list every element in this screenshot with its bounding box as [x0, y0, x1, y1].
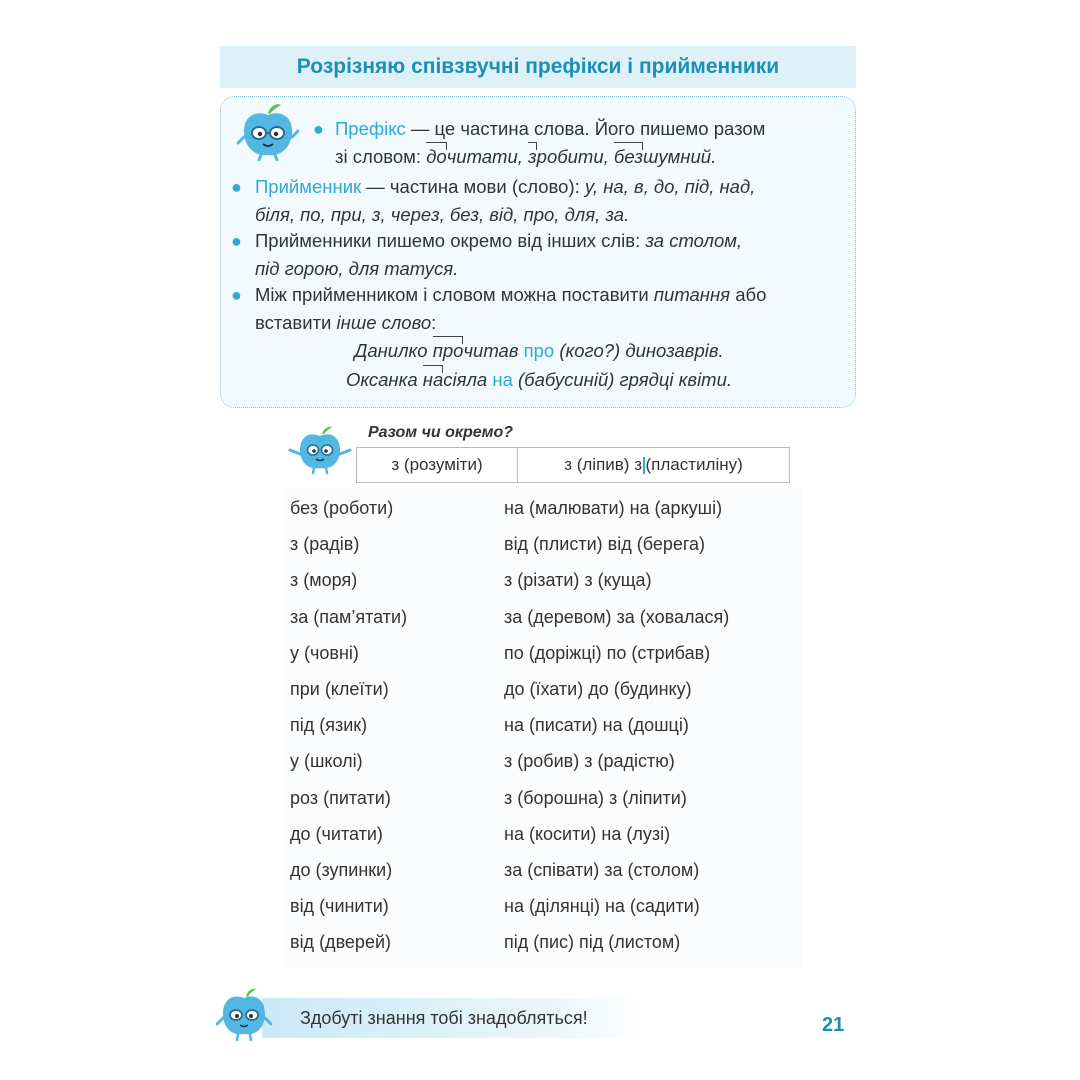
word-item: з (моря) [290, 570, 358, 591]
sample-box [356, 447, 790, 483]
rule-2-line-2: біля, по, при, з, через, без, від, про, для, за. [255, 204, 630, 225]
rule-1-line2-text: зі словом: [335, 146, 427, 167]
footer-text: Здобуті знання тобі знадобляться! [300, 1007, 588, 1028]
separator-mark [643, 457, 645, 474]
apple-mascot-icon [216, 988, 272, 1042]
rule-4-line-1 [255, 281, 766, 308]
preposition-highlight: на [492, 369, 513, 390]
apple-mascot-icon [286, 426, 354, 474]
rule-2-text: — частина мови (слово): [361, 176, 585, 197]
sample-cell-1: з (розуміти) [357, 448, 518, 482]
rule-1-line-1 [335, 115, 765, 142]
example-text: (бабусиній) грядці квіти. [512, 369, 733, 390]
rule-4-italic: інше слово [336, 312, 432, 333]
left-word-column [290, 490, 407, 960]
preposition-highlight: про [523, 340, 555, 361]
word-item: у (школі) [290, 751, 363, 772]
word-item: за (деревом) за (ховалася) [504, 606, 730, 627]
prefix-mark: з [528, 143, 537, 170]
example-word: читати, [446, 146, 529, 167]
section-title [220, 46, 856, 88]
example-sentence-1 [221, 337, 857, 365]
rule-1-line-2 [335, 143, 716, 170]
word-item: за (співати) за (столом) [504, 859, 700, 880]
sample-text: з (ліпив) з [564, 455, 642, 474]
rule-4-text: Між прийменником і словом можна поставити [255, 284, 654, 305]
section-title-text: Розрізняю співзвучні префікси і прийменники [296, 55, 780, 78]
bullet-icon: ● [313, 119, 324, 139]
word-item: на (малювати) на (аркуші) [504, 498, 723, 518]
example-text: сіяла [443, 369, 493, 390]
sample-text: (пластиліну) [645, 455, 743, 474]
word-item: з (радів) [290, 534, 360, 555]
apple-mascot-icon [237, 103, 299, 161]
bullet-icon: ● [231, 177, 242, 197]
word-item: до (зупинки) [290, 859, 393, 880]
example-word: робити, [536, 146, 614, 167]
bullet-icon: ● [231, 231, 242, 251]
example-word: шумний. [643, 146, 717, 167]
right-word-column [504, 490, 729, 960]
word-item: з (різати) з (куща) [504, 570, 652, 591]
example-sentence-2 [221, 366, 857, 394]
word-item: на (писати) на (дошці) [504, 715, 689, 736]
word-item: під (пис) під (листом) [504, 932, 681, 953]
prefix-mark: до [426, 143, 447, 170]
rule-1-text: — це частина слова. Його пишемо разом [405, 118, 766, 139]
word-item: роз (питати) [290, 787, 391, 808]
word-item: під (язик) [290, 715, 368, 736]
rule-1-term: Префікс [335, 118, 406, 139]
word-item: без (роботи) [290, 498, 394, 518]
word-item: до (читати) [290, 823, 383, 844]
sample-cell-2 [518, 448, 789, 482]
example-text: читав [463, 340, 524, 361]
prefix-mark: без [614, 143, 643, 170]
rule-3-line-1 [255, 227, 742, 254]
rule-4-line-2 [255, 309, 436, 336]
rule-2-term: Прийменник [255, 176, 362, 197]
rule-box [220, 96, 856, 408]
word-item: до (їхати) до (будинку) [504, 678, 692, 699]
rule-2-list: у, на, в, до, під, над, [584, 176, 756, 197]
word-item: на (ділянці) на (садити) [504, 896, 700, 917]
footer-bar [262, 998, 642, 1038]
word-item: на (косити) на (лузі) [504, 823, 671, 844]
rule-4-text: вставити [255, 312, 337, 333]
rule-4-text: : [431, 312, 437, 333]
page-number: 21 [822, 1014, 845, 1036]
word-item: по (доріжці) по (стрибав) [504, 642, 711, 663]
task-title: Разом чи окремо? [368, 424, 514, 441]
rule-4-text: або [730, 284, 767, 305]
rule-3-line-2: під горою, для татуся. [255, 258, 459, 279]
rule-4-italic: питання [653, 284, 731, 305]
example-text: Данилко [354, 340, 433, 361]
word-item: з (робив) з (радістю) [504, 751, 675, 772]
example-text: Оксанка [345, 369, 423, 390]
word-item: з (борошна) з (ліпити) [504, 787, 687, 808]
word-item: від (дверей) [290, 932, 392, 953]
word-item: від (чинити) [290, 896, 389, 917]
word-item: при (клеїти) [290, 678, 389, 699]
word-item: від (плисти) від (берега) [504, 534, 706, 555]
rule-2-line-1 [255, 173, 755, 200]
example-text: (кого?) динозаврів. [554, 340, 724, 361]
word-item: у (човні) [290, 642, 359, 663]
word-item: за (пам’ятати) [290, 606, 408, 627]
rule-3-text: Прийменники пишемо окремо від інших слів: [255, 230, 646, 251]
rule-3-example: за столом, [645, 230, 743, 251]
prefix-mark: на [423, 366, 443, 394]
bullet-icon: ● [231, 285, 242, 305]
prefix-mark: про [433, 337, 464, 365]
